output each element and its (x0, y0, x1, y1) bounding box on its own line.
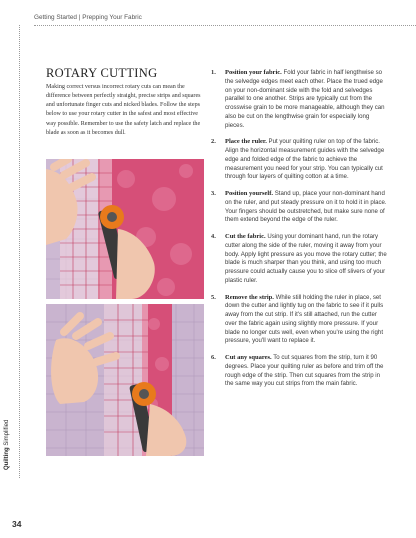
photo-positioning-ruler (46, 159, 204, 299)
step-item (211, 354, 389, 389)
step-title: Remove the strip. (225, 293, 274, 301)
margin-divider (19, 25, 20, 478)
photo-cutting-fabric (46, 304, 204, 456)
book-title-bold: Quilting (4, 447, 10, 470)
step-number: 1. (211, 69, 216, 76)
step-title: Position your fabric. (225, 69, 282, 76)
step-item (211, 190, 389, 225)
book-title-footer (4, 419, 10, 470)
step-text: Using your dominant hand, run the rotary cutter along the side of the ruler, moving it away from your body. Apply light pressure as you move the rotary cutter; the blade is much sharper than you think, and using too much pressure could actually cause you to slice off slivers of your plastic ruler. (225, 233, 387, 284)
book-title-rest: Simplified (4, 419, 10, 448)
step-number: 6. (211, 354, 216, 361)
page-number: 34 (12, 519, 22, 529)
photo-positioning-ruler-illustration (46, 159, 204, 299)
step-item (211, 233, 389, 286)
step-text: Stand up, place your non-dominant hand on the ruler, and put steady pressure on it to hold it in place. Your fingers should be outstretched, but make sure none of them extend beyond the edge of the ruler. (225, 190, 387, 224)
step-number: 5. (211, 293, 216, 301)
step-item (211, 294, 389, 347)
step-text: Fold your fabric in half lengthwise so the selvedge edges meet each other. Place the trued edge on your non-dominant side with the fold and selvedges parallel to one another. Strips are typically cut from the crosswise grain to be more manageable, although they can also be cut on the lengthwise grain for especially long pieces. (225, 69, 385, 129)
step-number: 3. (211, 190, 216, 197)
section-title: ROTARY CUTTING (46, 66, 158, 80)
intro-paragraph: Making correct versus incorrect rotary cuts can mean the difference between perfectly straight, precise strips and squares and unfortunate finger cuts and nicked blades. Follow the steps below to use your rotary cutter in the safest and most effective way possible. Remember to use the safety latch and replace the blade as soon as it becomes dull. (46, 84, 201, 136)
steps-list (211, 66, 389, 389)
step-text: While still holding the ruler in place, set down the cutter and lightly tug on the fabric to see if it pulls away from the cut strip. If it's still attached, run the cutter over the fabric again using slightly more pressure. If your blade no longer cuts well, even when you're using the right pressure, you'll want to replace it. (225, 293, 384, 345)
photo-cutting-fabric-illustration (46, 304, 204, 456)
step-number: 2. (211, 138, 216, 146)
step-item (211, 69, 389, 130)
step-title: Cut any squares. (225, 354, 272, 361)
step-number: 4. (211, 233, 216, 240)
step-title: Position yourself. (225, 190, 274, 197)
step-title: Place the ruler. (225, 138, 267, 146)
step-title: Cut the fabric. (225, 233, 266, 240)
step-text: Put your quilting ruler on top of the fabric. Align the horizontal measurement guides with the selvedge edge and folded edge of the fabric to achieve the measurement you need for your strip. You can typically cut through four layers of quilting cotton at a time. (225, 138, 385, 181)
running-header: Getting Started | Prepping Your Fabric (34, 14, 142, 21)
header-divider (34, 25, 416, 26)
step-text: To cut squares from the strip, turn it 90 degrees. Place your quilting ruler as before and trim off the rough edge of the strip. Then cut squares from the strip in the same way you cut strips from the main fabric. (225, 354, 384, 388)
step-item (211, 138, 389, 182)
